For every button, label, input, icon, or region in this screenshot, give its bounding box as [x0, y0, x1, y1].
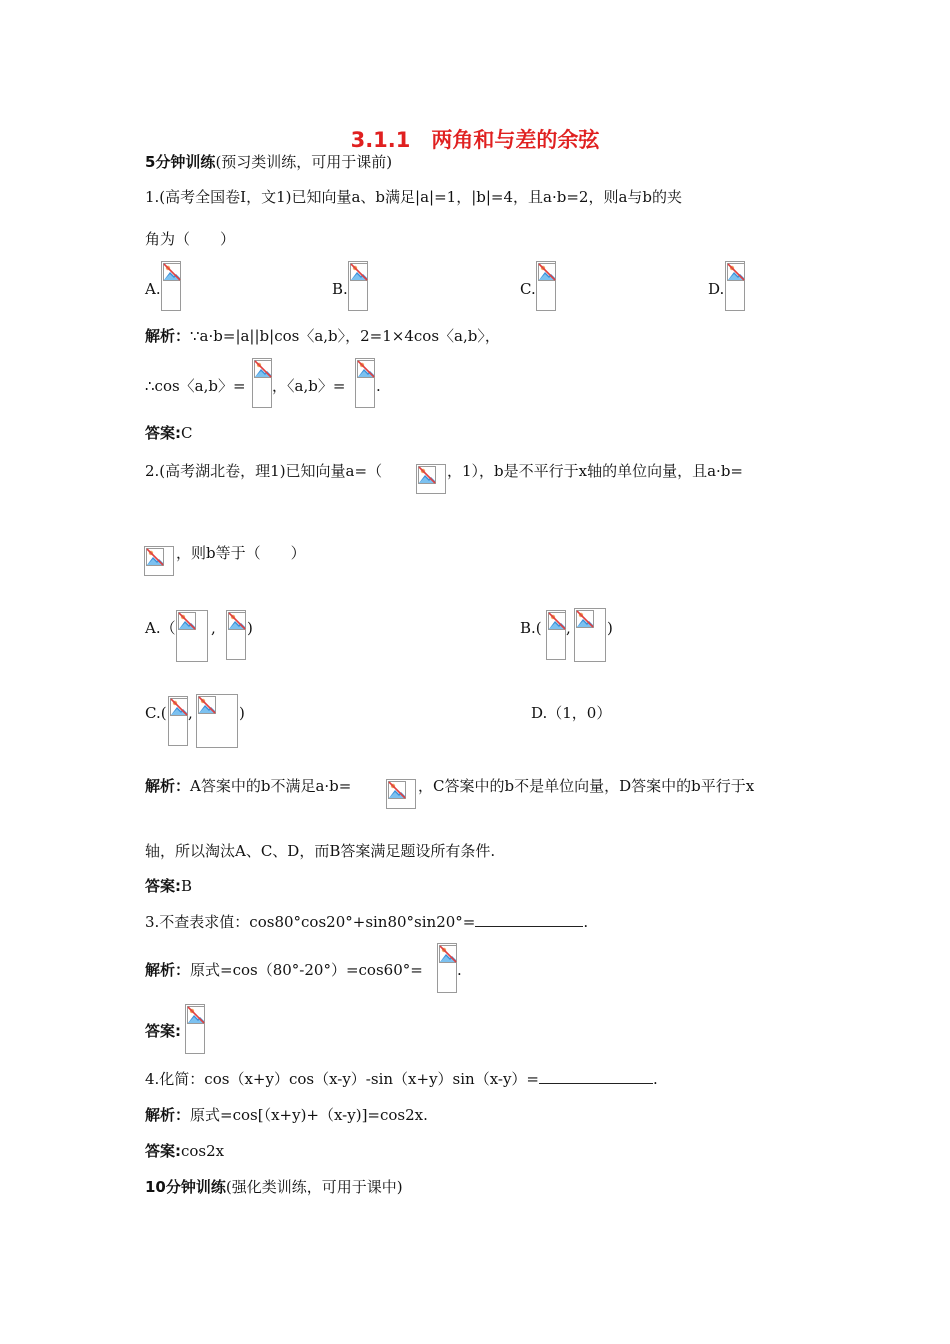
- q1-option-a-label: A.: [145, 280, 161, 298]
- solution-label: 解析：: [145, 961, 191, 979]
- q1-solution-line1: [145, 326, 500, 346]
- section-label: 10分钟训练: [145, 1178, 226, 1196]
- q1-option-b-label: B.: [332, 280, 348, 298]
- answer-blank: [475, 912, 583, 927]
- broken-image-icon: [196, 694, 238, 748]
- broken-image-icon: [185, 1004, 205, 1054]
- broken-image-icon: [386, 779, 416, 809]
- q4-answer: [145, 1141, 224, 1161]
- solution-text: A答案中的b不满足a·b=: [190, 777, 352, 795]
- q2-solution-line1a: [145, 776, 351, 796]
- answer-blank: [539, 1069, 653, 1084]
- answer-label: 答案:: [145, 1022, 181, 1040]
- q2-option-b-open: B.(: [520, 619, 542, 637]
- broken-image-icon: [226, 610, 246, 660]
- q3-answer: [145, 1021, 181, 1041]
- section-header-5min: [145, 152, 392, 172]
- q3-solution: [145, 960, 423, 980]
- answer-value: cos2x: [181, 1142, 225, 1160]
- solution-text: 原式=cos（80°-20°）=cos60°=: [190, 961, 423, 979]
- q2-stem-line2: ，则b等于（ ）: [176, 544, 306, 562]
- q1-solution-line2: ∴cos〈a,b〉=: [145, 377, 246, 395]
- solution-label: 解析：: [145, 777, 191, 795]
- answer-value: B: [181, 877, 193, 895]
- q2-option-a-close: ): [247, 619, 253, 637]
- question-text: 3.不查表求值：cos80°cos20°+sin80°sin20°=: [145, 913, 476, 931]
- q2-option-b-close: ): [607, 619, 613, 637]
- q3-solution-period: .: [457, 961, 462, 979]
- q1-stem-line2: 角为（ ）: [145, 230, 236, 248]
- section-note: (预习类训练，可用于课前): [215, 153, 393, 171]
- q2-answer: [145, 876, 192, 896]
- question-text: 4.化简：cos（x+y）cos（x-y）-sin（x+y）sin（x-y）=: [145, 1070, 540, 1088]
- broken-image-icon: [574, 608, 606, 662]
- page-title: 3.1.1 两角和与差的余弦: [350, 128, 600, 152]
- broken-image-icon: [416, 464, 446, 494]
- question-period: .: [653, 1070, 658, 1088]
- solution-label: 解析：: [145, 327, 191, 345]
- broken-image-icon: [546, 610, 566, 660]
- q1-stem-line1: 1.(高考全国卷Ⅰ，文1)已知向量a、b满足|a|=1，|b|=4，且a·b=2，则a与b的夹: [145, 188, 682, 206]
- q3-question: [145, 912, 588, 932]
- solution-text: ∵a·b=|a||b|cos〈a,b〉，2=1×4cos〈a,b〉，: [190, 327, 500, 345]
- answer-label: 答案:: [145, 1142, 181, 1160]
- broken-image-icon: [355, 358, 375, 408]
- q2-option-a-comma: ,: [211, 619, 216, 637]
- q2-option-c-comma: ,: [188, 704, 193, 722]
- q2-solution-line2: 轴，所以淘汰A、C、D，而B答案满足题设所有条件.: [145, 842, 496, 860]
- broken-image-icon: [348, 261, 368, 311]
- broken-image-icon: [161, 261, 181, 311]
- q2-stem-line1b: ，1），b是不平行于x轴的单位向量，且a·b=: [447, 462, 743, 480]
- q1-option-d-label: D.: [708, 280, 725, 298]
- q2-option-d: D.（1，0）: [531, 704, 612, 722]
- q2-stem-line1a: 2.(高考湖北卷，理1)已知向量a=（: [145, 462, 383, 480]
- section-note: (强化类训练，可用于课中): [225, 1178, 403, 1196]
- broken-image-icon: [144, 546, 174, 576]
- q2-option-b-comma: ,: [566, 619, 571, 637]
- broken-image-icon: [725, 261, 745, 311]
- answer-label: 答案:: [145, 424, 181, 442]
- q4-solution: [145, 1105, 428, 1125]
- q4-question: [145, 1069, 658, 1089]
- q1-solution-line2b: ，〈a,b〉=: [272, 377, 346, 395]
- section-header-10min: [145, 1177, 403, 1197]
- broken-image-icon: [252, 358, 272, 408]
- question-period: .: [583, 913, 589, 931]
- q1-option-c-label: C.: [520, 280, 536, 298]
- section-label: 5分钟训练: [145, 153, 216, 171]
- answer-label: 答案:: [145, 877, 181, 895]
- q2-option-c-open: C.(: [145, 704, 167, 722]
- solution-text: 原式=cos[（x+y)+（x-y)]=cos2x.: [190, 1106, 428, 1124]
- q1-solution-period: .: [376, 377, 381, 395]
- broken-image-icon: [536, 261, 556, 311]
- q2-option-c-close: ): [239, 704, 245, 722]
- q1-answer: [145, 423, 192, 443]
- broken-image-icon: [176, 610, 208, 662]
- q2-solution-line1b: ，C答案中的b不是单位向量，D答案中的b平行于x: [418, 777, 755, 795]
- broken-image-icon: [168, 696, 188, 746]
- answer-value: C: [181, 424, 193, 442]
- solution-label: 解析：: [145, 1106, 191, 1124]
- broken-image-icon: [437, 943, 457, 993]
- q2-option-a-open: A.（: [145, 619, 176, 637]
